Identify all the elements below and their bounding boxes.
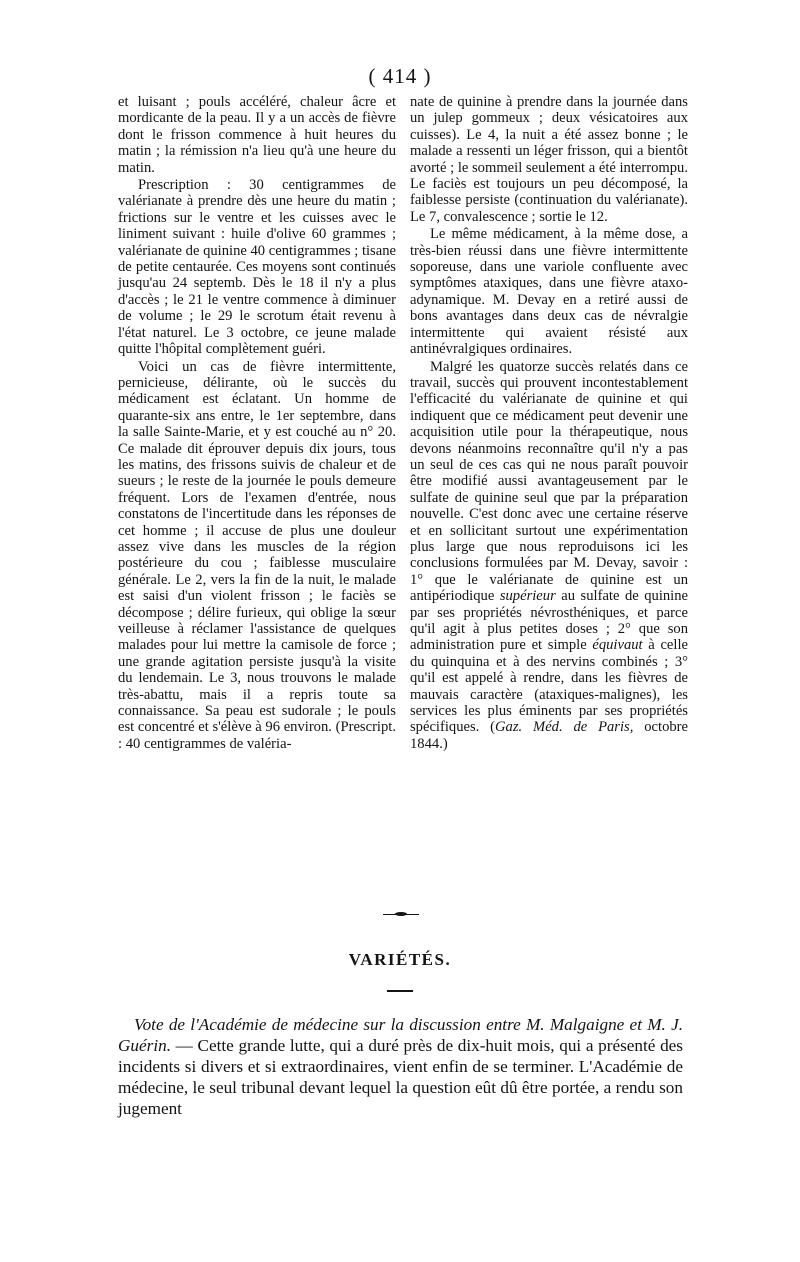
left-column bbox=[118, 94, 396, 752]
section-heading: VARIÉTÉS. bbox=[348, 950, 452, 969]
right-paragraph-3 bbox=[410, 359, 688, 753]
right-column bbox=[410, 94, 688, 752]
citation: Gaz. Méd. de Paris, bbox=[495, 719, 634, 736]
left-paragraph-2: Prescription : 30 centigrammes de valérianate à prendre dès une heure du matin ; frictions sur le ventre et les cuisses avec le liniment suivant : huile d'olive 60 grammes ; valérianate de quinine 40 centigrammes ; tisane de petite centaurée. Ces moyens sont continués jusqu'au 24 septemb. Dès le 18 il n'y a plus d'accès ; le 21 le ventre commence à diminuer de volume ; le 29 le scrotum était revenu à l'état naturel. Le 3 octobre, ce jeune malade quitte l'hôpital complètement guéri. bbox=[118, 177, 396, 358]
short-divider bbox=[387, 990, 413, 992]
left-paragraph-3: Voici un cas de fièvre intermittente, pernicieuse, délirante, où le succès du médicament est éclatant. Un homme de quarante-six ans entre, le 1er septembre, dans la salle Sainte-Marie, et y est couché au n° 20. Ce malade dit éprouver depuis dix jours, tous les matins, des frissons suivis de chaleur et de sueurs ; le reste de la journée le pouls demeure fréquent. Lors de l'examen d'entrée, nous constatons de l'incertitude dans les réponses de cet homme ; il accuse de plus une douleur assez vive dans les muscles de la région postérieure du cou ; faiblesse musculaire générale. Le 2, vers la fin de la nuit, le malade est saisi d'un violent frisson ; le faciès se décompose ; délire furieux, qui oblige la sœur veilleuse à réclamer l'assistance de quelques malades pour lui mettre la camisole de force ; une grande agitation persiste jusqu'à la visite du lendemain. Le 3, nous trouvons le malade très-abattu, mais il a repris toute sa connaissance. Sa peau est sudorale ; le pouls est concentré et s'élève à 96 environ. (Prescript. : 40 centigrammes de valéria- bbox=[118, 358, 396, 752]
article-paragraph bbox=[118, 1014, 683, 1119]
left-paragraph-1: et luisant ; pouls accéléré, chaleur âcre et mordicante de la peau. Il y a un accès de fièvre dont le frisson commence à huit heures du matin ; la rémission n'a lieu qu'à une heure du matin. bbox=[118, 94, 396, 176]
right-p3-italic-superieur: supérieur bbox=[499, 588, 556, 605]
ornamental-rule bbox=[383, 912, 419, 916]
right-paragraph-2: Le même médicament, à la même dose, a très-bien réussi dans une fièvre intermittente soporeuse, dans une variole confluente avec symptômes ataxiques, dans une fièvre ataxo-adynamique. M. Devay en a retiré aussi de bons avantages dans deux cas de névralgie intermittente qui avaient résisté aux antinévralgiques ordinaires. bbox=[410, 226, 688, 358]
right-p3-mid: au sulfate de quinine par ses propriétés névrosthéniques, et parce qu'il agit à plus petites doses ; 2° que son administration pure et simple bbox=[410, 588, 689, 654]
right-p3-tail: à celle du quinquina et à des nervins combinés ; 3° qu'il est appelé à rendre, dans les fièvres de mauvais caractère (ataxiques-malignes), les services les plus éminents par ses propriétés spécifiques. ( bbox=[410, 637, 688, 736]
right-p3-text: Malgré les quatorze succès relatés dans ce travail, succès qui prouvent incontestablement l'efficacité du valérianate de quinine et qui indiquent que ce médicament peut devenir une acquisition utile pour la thérapeutique, nous devons néanmoins reconnaître qu'il n'y a pas un seul de ces cas qui ne nous paraît pouvoir être modifié aussi avantageusement par le sulfate de quinine seul que par la préparation nouvelle. C'est donc avec une certaine réserve et en sollicitant surtout une expérimentation plus large que nous reproduisons ici les conclusions formulées par M. Devay, savoir : 1° que le valérianate de quinine est un antipériodique bbox=[410, 358, 688, 605]
right-p3-end: octobre 1844.) bbox=[410, 719, 688, 752]
right-p3-italic-equivaut: équivaut bbox=[592, 637, 643, 654]
article-lead: Vote de l'Académie de médecine sur la discussion entre M. Malgaigne et M. J. Guérin. bbox=[118, 1015, 683, 1055]
right-paragraph-1: nate de quinine à prendre dans la journée dans un julep gommeux ; deux vésicatoires aux cuisses). Le 4, la nuit a été assez bonne ; le malade a ressenti un léger frisson, qui a bientôt avorté ; le sommeil seulement a été interrompu. Le faciès est toujours un peu décomposé, la faiblesse persiste (continuation du valérianate). Le 7, convalescence ; sortie le 12. bbox=[410, 94, 689, 225]
page-number: ( 414 ) bbox=[368, 64, 432, 88]
article-body: — Cette grande lutte, qui a duré près de dix-huit mois, qui a présenté des incidents si divers et si extraordinaires, vient enfin de se terminer. L'Académie de médecine, le seul tribunal devant lequel la question eût dû être portée, a rendu son jugement bbox=[118, 1036, 683, 1118]
